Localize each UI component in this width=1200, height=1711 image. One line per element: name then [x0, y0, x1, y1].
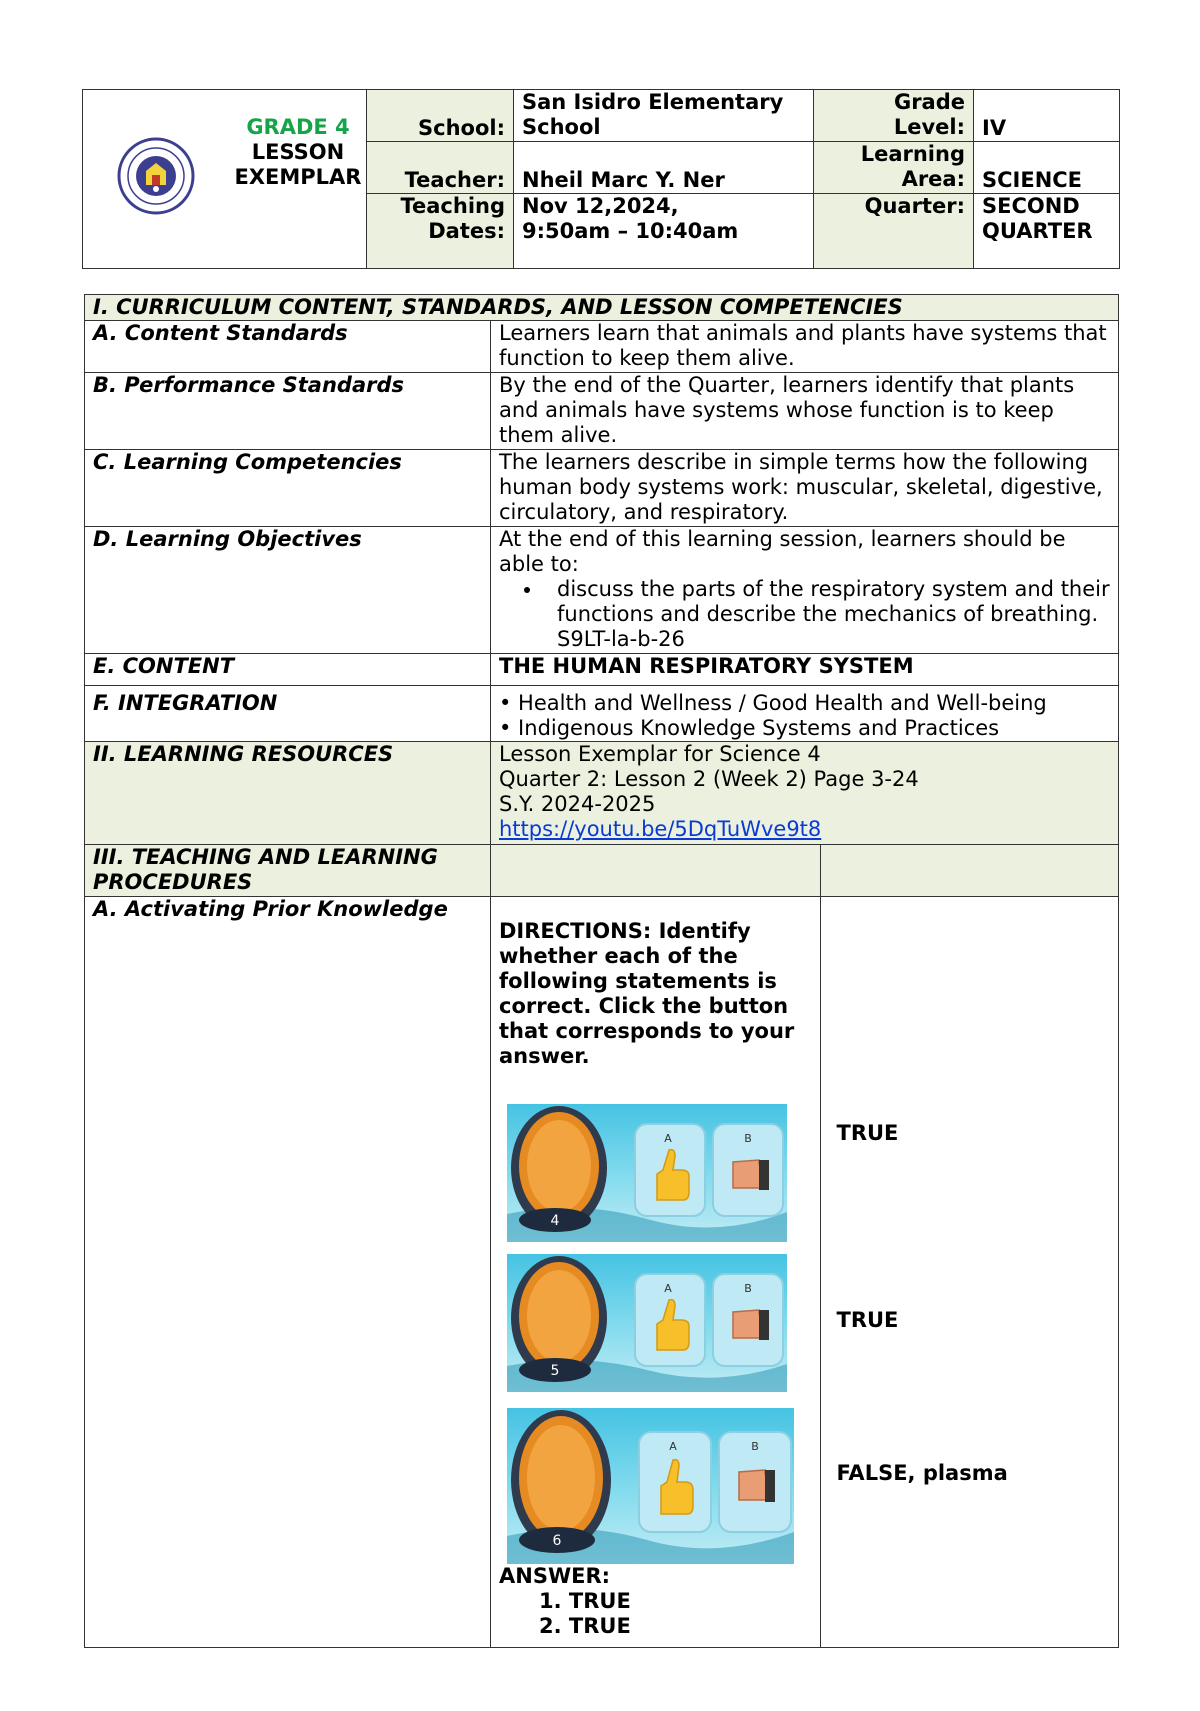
learning-area-value: SCIENCE — [974, 142, 1120, 194]
answer-3-text: FALSE, plasma — [836, 1460, 1008, 1485]
directions-text: DIRECTIONS: Identify whether each of the following statements is correct. Click the button that corresponds to your answer. — [499, 919, 795, 1068]
learning-competencies-value: The learners describe in simple terms how the following human body systems work: muscular, skeletal, digestive, circulatory, and respiratory. — [491, 450, 1119, 527]
quiz-slide-3[interactable] — [507, 1408, 794, 1564]
logo-title-cell — [83, 90, 367, 269]
answer-item-2: 2. TRUE — [539, 1614, 631, 1638]
answer-2-text: TRUE — [836, 1307, 899, 1332]
content-standards-label: A. Content Standards — [85, 321, 491, 373]
grade-level-value: IV — [974, 90, 1120, 142]
learning-resources-value — [491, 742, 1119, 845]
performance-standards-label: B. Performance Standards — [85, 373, 491, 450]
exemplar-title: EXEMPLAR — [234, 165, 362, 189]
resource-line-3: S.Y. 2024-2025 — [499, 792, 656, 816]
teaching-dates-line1: Nov 12,2024, — [522, 194, 679, 218]
quarter-label: Quarter: — [814, 194, 974, 269]
section3-title: III. TEACHING AND LEARNING PROCEDURES — [85, 845, 491, 897]
deped-seal-icon — [117, 137, 195, 215]
teacher-label: Teacher: — [367, 142, 514, 194]
content-standards-value: Learners learn that animals and plants have systems that function to keep them alive. — [491, 321, 1119, 373]
school-value: San Isidro Elementary School — [514, 90, 814, 142]
objectives-intro: At the end of this learning session, learners should be able to: — [499, 527, 1066, 576]
learning-competencies-label: C. Learning Competencies — [85, 450, 491, 527]
slide-3-button-b-label: B — [751, 1440, 759, 1453]
answer-label: ANSWER: — [499, 1564, 611, 1588]
school-label: School: — [367, 90, 514, 142]
grade-level-label: Grade Level: — [814, 90, 974, 142]
section3-blank-2 — [821, 845, 1119, 897]
header-table — [82, 89, 1120, 269]
teaching-dates-label: Teaching Dates: — [367, 194, 514, 269]
quiz-slide-1[interactable] — [507, 1104, 787, 1242]
integration-item-1: • Health and Wellness / Good Health and Well-being — [499, 691, 1047, 715]
content-value: THE HUMAN RESPIRATORY SYSTEM — [491, 654, 1119, 686]
teacher-value: Nheil Marc Y. Ner — [514, 142, 814, 194]
teaching-dates-value — [514, 194, 814, 269]
answers-column — [821, 897, 1119, 1648]
activity-label: A. Activating Prior Knowledge — [85, 897, 491, 1648]
slide-1-button-a-label: A — [664, 1132, 672, 1145]
learning-objectives-value — [491, 527, 1119, 654]
objective-bullet: • discuss the parts of the respiratory system and their functions and describe the mechanics of breathing. S9LT-la-b-26 — [543, 577, 1110, 652]
content-label: E. CONTENT — [85, 654, 491, 686]
slide-3-button-a-label: A — [669, 1440, 677, 1453]
youtube-link[interactable]: https://youtu.be/5DqTuWve9t8 — [499, 817, 822, 841]
slide-3-number: 6 — [552, 1533, 562, 1549]
slide-2-number: 5 — [550, 1363, 560, 1379]
slide-1-button-b-label: B — [744, 1132, 752, 1145]
learning-area-label: Learning Area: — [814, 142, 974, 194]
answer-1-text: TRUE — [836, 1120, 899, 1145]
slide-2-button-b-label: B — [744, 1282, 752, 1295]
integration-value — [491, 686, 1119, 742]
lesson-title: LESSON — [251, 140, 345, 164]
lesson-table — [84, 294, 1119, 1648]
grade-title: GRADE 4 — [246, 115, 350, 139]
activity-content — [491, 897, 821, 1648]
resource-line-2: Quarter 2: Lesson 2 (Week 2) Page 3-24 — [499, 767, 919, 791]
section1-title: I. CURRICULUM CONTENT, STANDARDS, AND LESSON COMPETENCIES — [85, 295, 1119, 321]
answer-item-1: 1. TRUE — [539, 1589, 631, 1613]
slide-1-number: 4 — [550, 1213, 560, 1229]
integration-label: F. INTEGRATION — [85, 686, 491, 742]
teaching-dates-line2: 9:50am – 10:40am — [522, 219, 739, 243]
learning-objectives-label: D. Learning Objectives — [85, 527, 491, 654]
section3-blank-1 — [491, 845, 821, 897]
quiz-slide-2[interactable] — [507, 1254, 787, 1392]
quarter-value: SECOND QUARTER — [974, 194, 1120, 269]
resource-line-1: Lesson Exemplar for Science 4 — [499, 742, 821, 766]
section2-title: II. LEARNING RESOURCES — [85, 742, 491, 845]
performance-standards-value: By the end of the Quarter, learners identify that plants and animals have systems whose function is to keep them alive. — [491, 373, 1119, 450]
integration-item-2: • Indigenous Knowledge Systems and Practices — [499, 716, 1000, 740]
slide-2-button-a-label: A — [664, 1282, 672, 1295]
